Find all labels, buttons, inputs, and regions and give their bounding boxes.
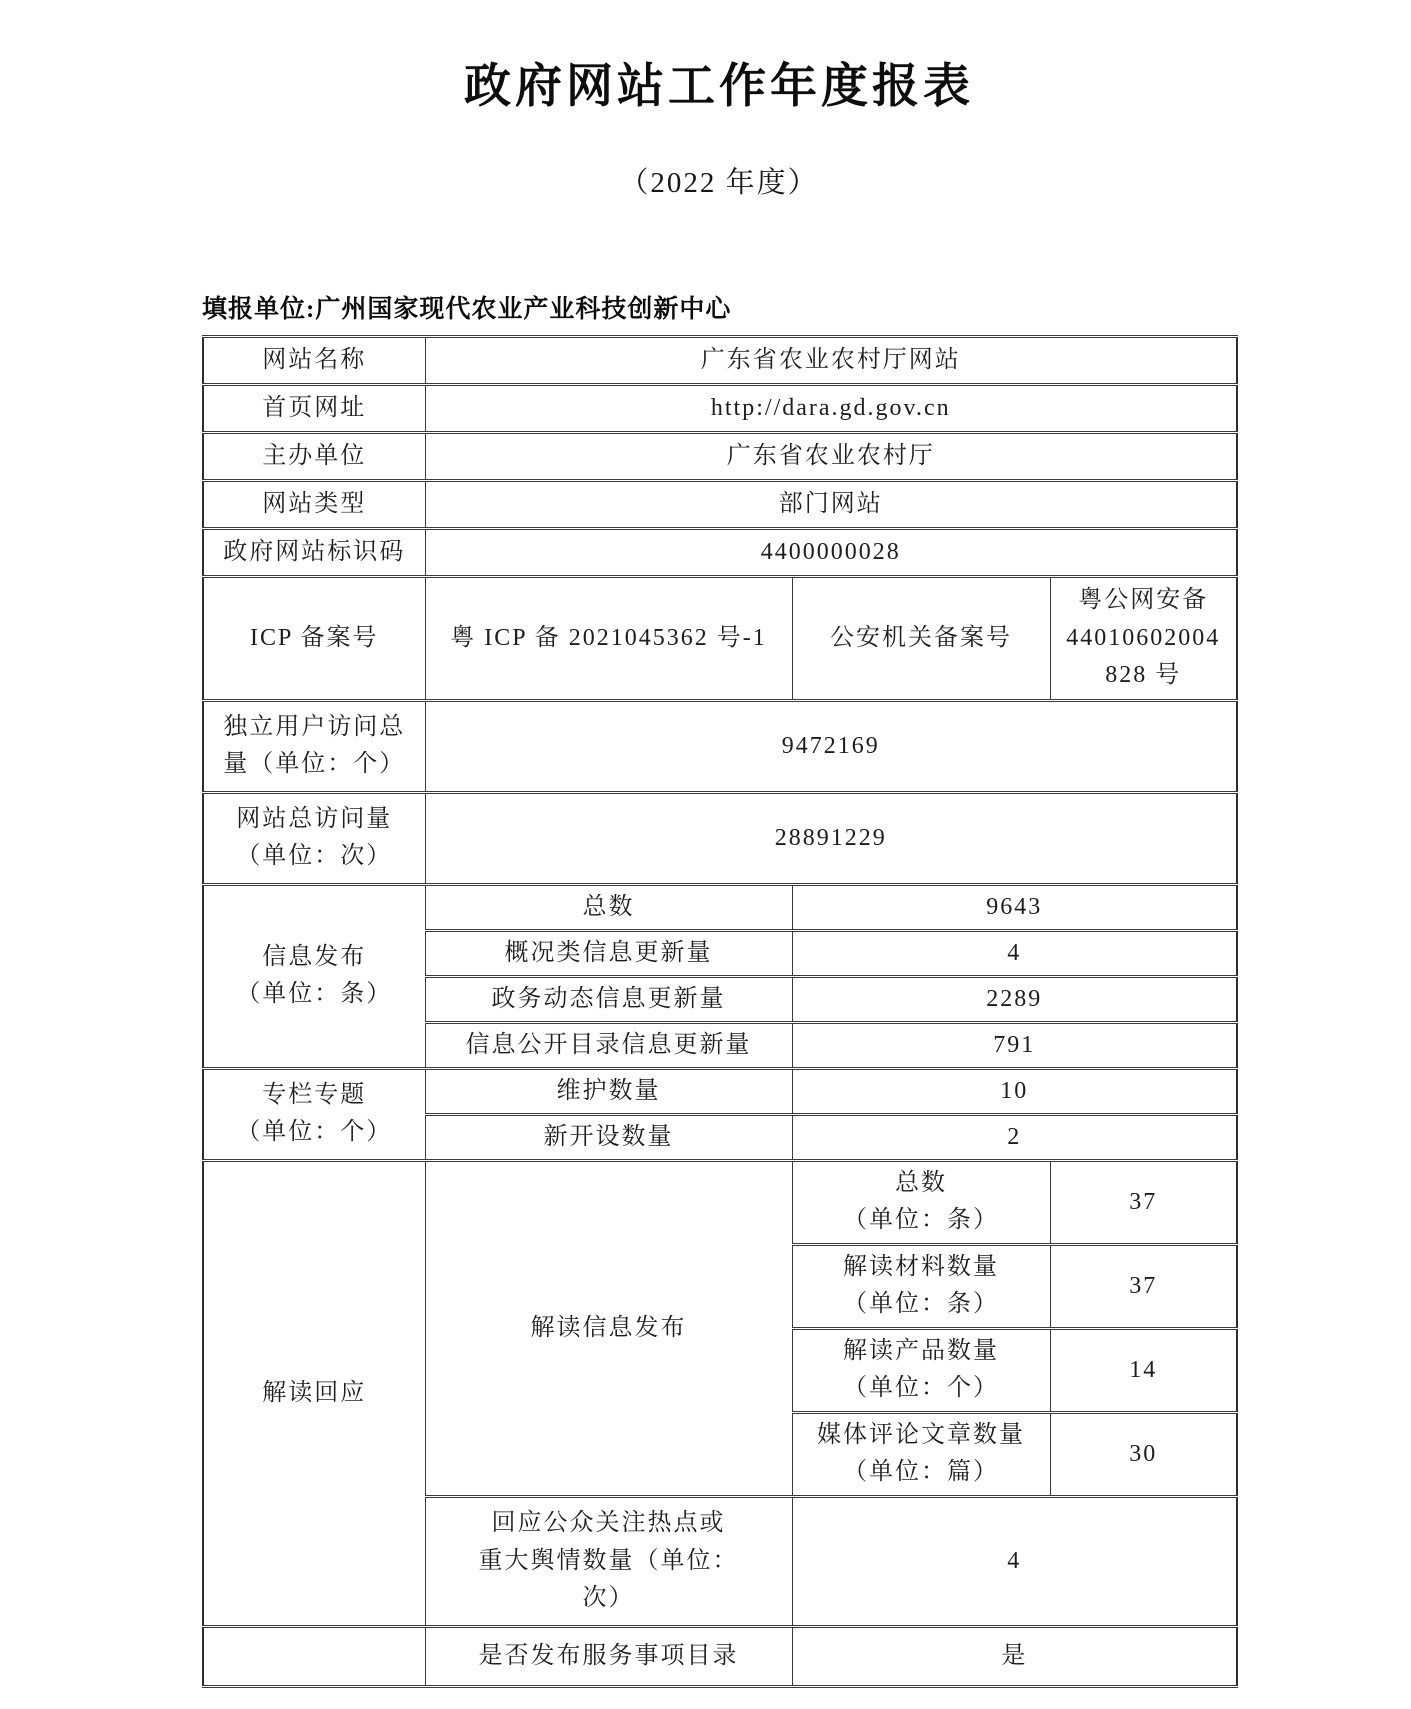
interpret-section-label: 解读回应 (203, 1160, 425, 1626)
page-title: 政府网站工作年度报表 (464, 59, 974, 112)
interpret-total-value: 37 (1050, 1160, 1237, 1244)
site-name-label: 网站名称 (203, 336, 425, 384)
table-row (203, 336, 1237, 384)
table-row (203, 1160, 1237, 1244)
total-visits-label: 网站总访问量 （单位：次） (203, 792, 425, 884)
table-row (203, 480, 1237, 528)
interpret-media-value: 30 (1050, 1412, 1237, 1496)
info-dynamic-label: 政务动态信息更新量 (425, 976, 792, 1022)
unique-visitors-value: 9472169 (425, 700, 1237, 792)
next-section-empty-cell (203, 1626, 425, 1686)
column-new-value: 2 (792, 1114, 1237, 1160)
site-name-value: 广东省农业农村厅网站 (425, 336, 1237, 384)
site-type-label: 网站类型 (203, 480, 425, 528)
police-record-value: 粤公网安备 44010602004 828 号 (1050, 576, 1237, 700)
interpret-product-value: 14 (1050, 1328, 1237, 1412)
table-row (203, 884, 1237, 930)
info-total-label: 总数 (425, 884, 792, 930)
interpret-total-label: 总数 （单位：条） (792, 1160, 1050, 1244)
interpret-material-value: 37 (1050, 1244, 1237, 1328)
table-row (203, 792, 1237, 884)
column-new-label: 新开设数量 (425, 1114, 792, 1160)
interpret-media-label: 媒体评论文章数量 （单位：篇） (792, 1412, 1050, 1496)
column-topic-section-label: 专栏专题 （单位：个） (203, 1068, 425, 1160)
service-catalog-label: 是否发布服务事项目录 (425, 1626, 792, 1686)
response-hotspot-value: 4 (792, 1496, 1237, 1626)
reporting-unit-prefix: 填报单位: (202, 295, 316, 323)
annual-report-table (202, 335, 1238, 1688)
police-record-label: 公安机关备案号 (792, 576, 1050, 700)
service-catalog-value: 是 (792, 1626, 1237, 1686)
interpret-publish-label: 解读信息发布 (425, 1160, 792, 1496)
site-type-value: 部门网站 (425, 480, 1237, 528)
info-overview-label: 概况类信息更新量 (425, 930, 792, 976)
interpret-product-label: 解读产品数量 （单位：个） (792, 1328, 1050, 1412)
table-row (203, 576, 1237, 700)
column-maintained-value: 10 (792, 1068, 1237, 1114)
info-total-value: 9643 (792, 884, 1237, 930)
total-visits-value: 28891229 (425, 792, 1237, 884)
icp-label: ICP 备案号 (203, 576, 425, 700)
reporting-unit-line (202, 289, 1411, 325)
info-catalog-value: 791 (792, 1022, 1237, 1068)
table-row (203, 1068, 1237, 1114)
table-row (203, 432, 1237, 480)
table-row (203, 1626, 1237, 1686)
icp-value: 粤 ICP 备 2021045362 号-1 (425, 576, 792, 700)
column-maintained-label: 维护数量 (425, 1068, 792, 1114)
home-url-value: http://dara.gd.gov.cn (425, 384, 1237, 432)
info-catalog-label: 信息公开目录信息更新量 (425, 1022, 792, 1068)
unique-visitors-label: 独立用户访问总 量（单位：个） (203, 700, 425, 792)
response-hotspot-label: 回应公众关注热点或 重大舆情数量（单位： 次） (425, 1496, 792, 1626)
page-year-subtitle: （2022 年度） (619, 166, 819, 199)
table-row (203, 384, 1237, 432)
interpret-material-label: 解读材料数量 （单位：条） (792, 1244, 1050, 1328)
info-overview-value: 4 (792, 930, 1237, 976)
info-dynamic-value: 2289 (792, 976, 1237, 1022)
info-publish-section-label: 信息发布 （单位：条） (203, 884, 425, 1068)
site-id-value: 4400000028 (425, 528, 1237, 576)
site-id-label: 政府网站标识码 (203, 528, 425, 576)
table-row (203, 700, 1237, 792)
table-row (203, 528, 1237, 576)
sponsor-label: 主办单位 (203, 432, 425, 480)
home-url-label: 首页网址 (203, 384, 425, 432)
sponsor-value: 广东省农业农村厅 (425, 432, 1237, 480)
reporting-unit-name: 广州国家现代农业产业科技创新中心 (315, 295, 732, 323)
